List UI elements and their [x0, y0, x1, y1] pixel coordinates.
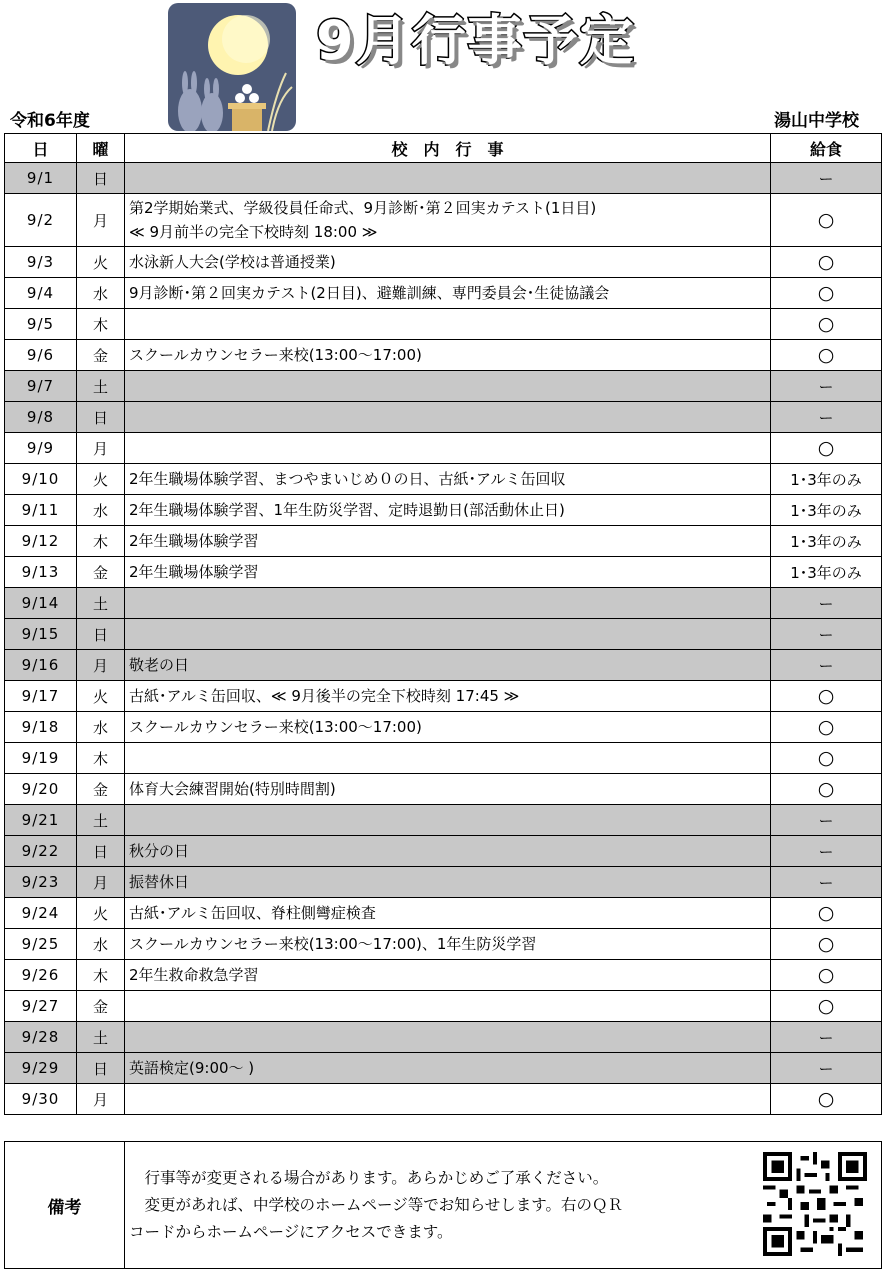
row-weekday: 日 — [77, 163, 125, 194]
table-row — [5, 1022, 882, 1053]
row-lunch: ○ — [771, 194, 882, 247]
row-events — [125, 464, 771, 495]
page-title: 9月行事予定 — [316, 9, 636, 72]
row-date: 9/6 — [5, 340, 77, 371]
row-lunch: ー — [771, 588, 882, 619]
row-events — [125, 898, 771, 929]
row-date: 9/10 — [5, 464, 77, 495]
table-row — [5, 960, 882, 991]
row-events — [125, 619, 771, 650]
event-text: 水泳新人大会(学校は普通授業) — [129, 253, 336, 271]
event-text: 秋分の日 — [129, 842, 190, 860]
row-weekday: 日 — [77, 836, 125, 867]
row-date: 9/2 — [5, 194, 77, 247]
row-lunch: ー — [771, 371, 882, 402]
event-text: スクールカウンセラー来校(13:00～17:00) — [129, 718, 422, 736]
table-row — [5, 1084, 882, 1115]
row-lunch: ○ — [771, 743, 882, 774]
row-date: 9/9 — [5, 433, 77, 464]
row-events — [125, 929, 771, 960]
row-date: 9/13 — [5, 557, 77, 588]
row-weekday: 土 — [77, 1022, 125, 1053]
row-date: 9/14 — [5, 588, 77, 619]
row-weekday: 月 — [77, 194, 125, 247]
page-header — [0, 0, 883, 134]
table-row — [5, 1053, 882, 1084]
row-lunch: ○ — [771, 309, 882, 340]
table-row — [5, 929, 882, 960]
row-lunch: 1･3年のみ — [771, 526, 882, 557]
notes-line: 行事等が変更される場合があります。あらかじめご了承ください。 — [129, 1168, 609, 1187]
row-lunch: ー — [771, 650, 882, 681]
row-lunch: ー — [771, 836, 882, 867]
row-events — [125, 836, 771, 867]
event-text: 第2学期始業式、学級役員任命式、9月診断･第２回実カテスト(1日目) — [129, 199, 597, 217]
table-row — [5, 650, 882, 681]
row-events — [125, 650, 771, 681]
row-weekday: 月 — [77, 433, 125, 464]
event-text: 2年生職場体験学習、1年生防災学習、定時退勤日(部活動休止日) — [129, 501, 565, 519]
table-row — [5, 743, 882, 774]
row-events — [125, 309, 771, 340]
row-date: 9/4 — [5, 278, 77, 309]
row-date: 9/23 — [5, 867, 77, 898]
row-lunch: ー — [771, 1022, 882, 1053]
row-weekday: 土 — [77, 588, 125, 619]
school-name: 湯山中学校 — [774, 111, 859, 131]
row-lunch: ○ — [771, 991, 882, 1022]
notes-line: 変更があれば、中学校のホームページ等でお知らせします。右のＱＲ — [129, 1195, 623, 1214]
row-weekday: 土 — [77, 371, 125, 402]
row-lunch: ー — [771, 163, 882, 194]
table-row — [5, 805, 882, 836]
row-lunch: ○ — [771, 1084, 882, 1115]
table-row — [5, 194, 882, 247]
row-lunch: ○ — [771, 247, 882, 278]
event-text: 敬老の日 — [129, 656, 190, 674]
row-lunch: ○ — [771, 433, 882, 464]
row-weekday: 日 — [77, 1053, 125, 1084]
table-row — [5, 619, 882, 650]
row-events — [125, 247, 771, 278]
row-events — [125, 1053, 771, 1084]
table-header-row — [5, 134, 882, 163]
row-events — [125, 495, 771, 526]
row-weekday: 火 — [77, 681, 125, 712]
row-events — [125, 681, 771, 712]
row-events — [125, 557, 771, 588]
row-date: 9/29 — [5, 1053, 77, 1084]
row-weekday: 水 — [77, 712, 125, 743]
row-weekday: 水 — [77, 929, 125, 960]
row-weekday: 水 — [77, 278, 125, 309]
row-events — [125, 194, 771, 247]
row-lunch: ○ — [771, 898, 882, 929]
row-date: 9/24 — [5, 898, 77, 929]
table-row — [5, 278, 882, 309]
event-text: 体育大会練習開始(特別時間割) — [129, 780, 336, 798]
row-date: 9/22 — [5, 836, 77, 867]
event-text: スクールカウンセラー来校(13:00～17:00)、1年生防災学習 — [129, 935, 537, 953]
row-date: 9/16 — [5, 650, 77, 681]
event-text: 振替休日 — [129, 873, 190, 891]
table-row — [5, 526, 882, 557]
row-events — [125, 774, 771, 805]
table-row — [5, 371, 882, 402]
row-weekday: 木 — [77, 960, 125, 991]
event-text: 2年生救命救急学習 — [129, 966, 259, 984]
event-text: 2年生職場体験学習 — [129, 532, 259, 550]
row-weekday: 月 — [77, 650, 125, 681]
row-date: 9/21 — [5, 805, 77, 836]
table-row — [5, 309, 882, 340]
row-date: 9/1 — [5, 163, 77, 194]
row-events — [125, 526, 771, 557]
row-date: 9/20 — [5, 774, 77, 805]
schedule-table — [4, 133, 882, 1115]
row-lunch: ー — [771, 867, 882, 898]
row-events — [125, 340, 771, 371]
header-day: 日 — [5, 134, 77, 163]
row-date: 9/3 — [5, 247, 77, 278]
table-row — [5, 712, 882, 743]
table-row — [5, 402, 882, 433]
notes-text — [125, 1142, 882, 1269]
event-text: 英語検定(9:00～ ) — [129, 1059, 255, 1077]
row-date: 9/27 — [5, 991, 77, 1022]
notes-line: コードからホームページにアクセスできます。 — [129, 1222, 453, 1241]
row-weekday: 金 — [77, 340, 125, 371]
table-row — [5, 464, 882, 495]
row-events — [125, 743, 771, 774]
row-weekday: 金 — [77, 557, 125, 588]
row-lunch: 1･3年のみ — [771, 495, 882, 526]
table-row — [5, 836, 882, 867]
row-lunch: ○ — [771, 681, 882, 712]
row-date: 9/30 — [5, 1084, 77, 1115]
row-events — [125, 163, 771, 194]
row-date: 9/25 — [5, 929, 77, 960]
moon-rabbits-icon — [168, 3, 296, 131]
row-weekday: 木 — [77, 743, 125, 774]
row-weekday: 火 — [77, 464, 125, 495]
row-events — [125, 1084, 771, 1115]
row-weekday: 金 — [77, 991, 125, 1022]
header-lunch: 給食 — [771, 134, 882, 163]
fiscal-year: 令和6年度 — [10, 111, 90, 131]
row-lunch: ○ — [771, 712, 882, 743]
table-row — [5, 340, 882, 371]
event-text: ≪ 9月前半の完全下校時刻 18:00 ≫ — [129, 223, 378, 241]
row-date: 9/17 — [5, 681, 77, 712]
row-lunch: ○ — [771, 960, 882, 991]
row-date: 9/8 — [5, 402, 77, 433]
event-text: 2年生職場体験学習、まつやまいじめ０の日、古紙･アルミ缶回収 — [129, 470, 566, 488]
row-weekday: 火 — [77, 898, 125, 929]
table-row — [5, 588, 882, 619]
row-date: 9/7 — [5, 371, 77, 402]
row-weekday: 日 — [77, 402, 125, 433]
notes-label: 備考 — [5, 1142, 125, 1269]
header-dow: 曜 — [77, 134, 125, 163]
header-events: 校 内 行 事 — [125, 134, 771, 163]
row-events — [125, 278, 771, 309]
row-lunch: ○ — [771, 774, 882, 805]
row-lunch: ○ — [771, 929, 882, 960]
table-row — [5, 898, 882, 929]
row-date: 9/26 — [5, 960, 77, 991]
row-date: 9/18 — [5, 712, 77, 743]
event-text: 9月診断･第２回実カテスト(2日目)、避難訓練、専門委員会･生徒協議会 — [129, 284, 610, 302]
event-text: 2年生職場体験学習 — [129, 563, 259, 581]
row-weekday: 水 — [77, 495, 125, 526]
row-weekday: 木 — [77, 309, 125, 340]
table-row — [5, 681, 882, 712]
row-events — [125, 371, 771, 402]
row-weekday: 火 — [77, 247, 125, 278]
table-row — [5, 247, 882, 278]
row-date: 9/12 — [5, 526, 77, 557]
table-row — [5, 163, 882, 194]
row-date: 9/11 — [5, 495, 77, 526]
table-row — [5, 433, 882, 464]
row-lunch: ○ — [771, 278, 882, 309]
row-events — [125, 867, 771, 898]
row-events — [125, 588, 771, 619]
event-text: 古紙･アルミ缶回収、脊柱側彎症検査 — [129, 904, 376, 922]
event-text: スクールカウンセラー来校(13:00～17:00) — [129, 346, 422, 364]
row-date: 9/15 — [5, 619, 77, 650]
event-text: 古紙･アルミ缶回収、≪ 9月後半の完全下校時刻 17:45 ≫ — [129, 687, 520, 705]
row-weekday: 木 — [77, 526, 125, 557]
row-lunch: ー — [771, 805, 882, 836]
row-lunch: ー — [771, 402, 882, 433]
row-date: 9/5 — [5, 309, 77, 340]
row-events — [125, 402, 771, 433]
row-events — [125, 1022, 771, 1053]
row-weekday: 月 — [77, 867, 125, 898]
row-lunch: ー — [771, 1053, 882, 1084]
row-events — [125, 991, 771, 1022]
row-events — [125, 433, 771, 464]
row-events — [125, 960, 771, 991]
table-row — [5, 867, 882, 898]
row-weekday: 金 — [77, 774, 125, 805]
row-lunch: ○ — [771, 340, 882, 371]
row-weekday: 月 — [77, 1084, 125, 1115]
row-lunch: 1･3年のみ — [771, 464, 882, 495]
row-lunch: 1･3年のみ — [771, 557, 882, 588]
row-date: 9/19 — [5, 743, 77, 774]
table-row — [5, 557, 882, 588]
row-date: 9/28 — [5, 1022, 77, 1053]
table-row — [5, 774, 882, 805]
row-weekday: 土 — [77, 805, 125, 836]
notes-section — [4, 1141, 881, 1269]
row-events — [125, 712, 771, 743]
table-row — [5, 991, 882, 1022]
row-events — [125, 805, 771, 836]
row-weekday: 日 — [77, 619, 125, 650]
qr-code-icon[interactable] — [763, 1152, 867, 1256]
table-row — [5, 495, 882, 526]
row-lunch: ー — [771, 619, 882, 650]
